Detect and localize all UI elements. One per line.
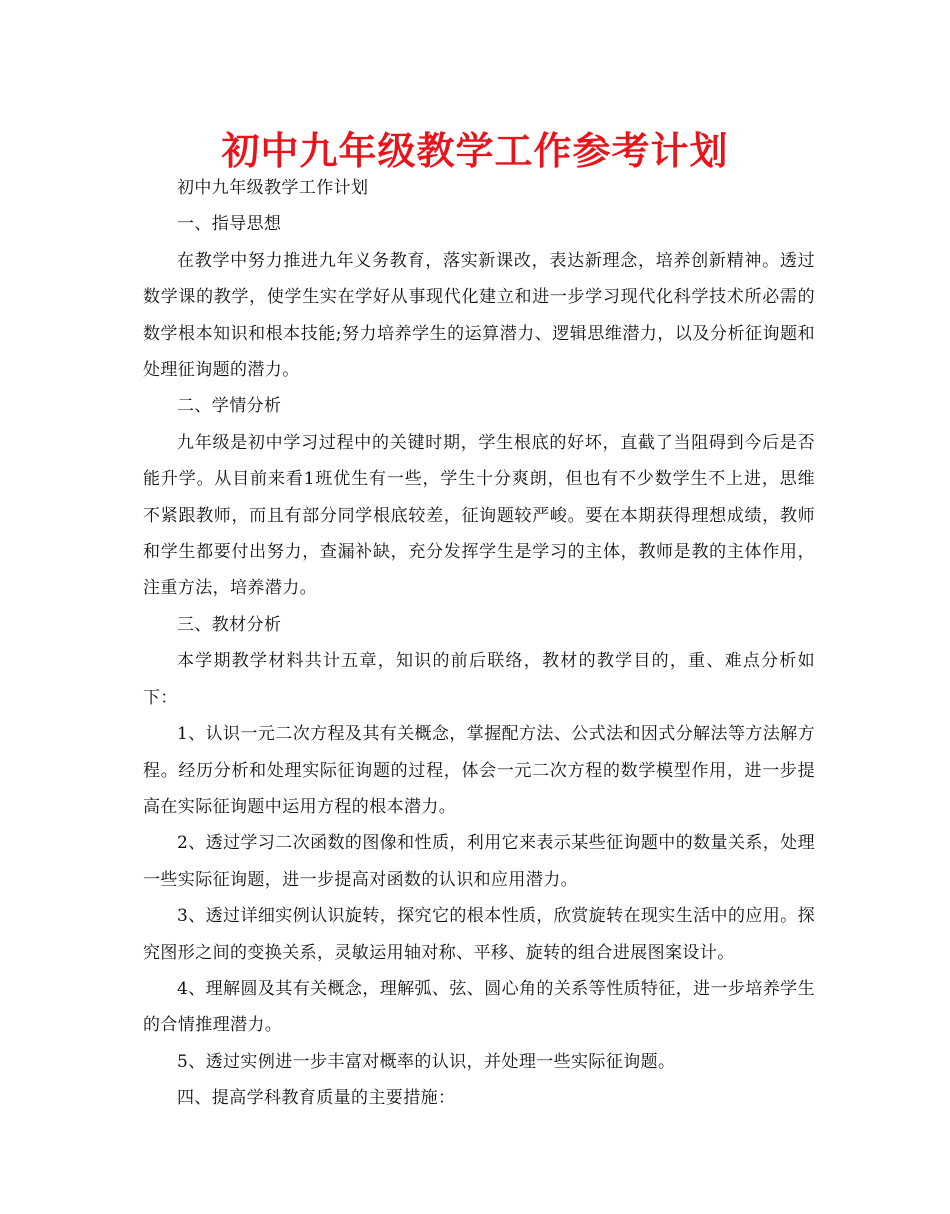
document-title: 初中九年级教学工作参考计划 <box>221 129 729 173</box>
paragraph: 九年级是初中学习过程中的关键时期，学生根底的好坏，直截了当阻碍到今后是否能升学。从目前来看1班优生有一些，学生十分爽朗，但也有不少数学生不上进，思维不紧跟教师，而且有部分同学根底较差，征询题较严峻。要在本期获得理想成绩，教师和学生都要付出努力，查漏补缺，充分发挥学生是学习的主体，教师是教的主体作用，注重方法，培养潜力。 <box>143 432 815 599</box>
list-item: 2、透过学习二次函数的图像和性质，利用它来表示某些征询题中的数量关系，处理一些实际征询题，进一步提高对函数的认识和应用潜力。 <box>143 833 815 890</box>
list-item: 3、透过详细实例认识旋转，探究它的根本性质，欣赏旋转在现实生活中的应用。探究图形之间的变换关系，灵敏运用轴对称、平移、旋转的组合进展图案设计。 <box>143 906 815 963</box>
section-heading: 四、提高学科教育质量的主要措施： <box>177 1088 456 1109</box>
section-heading: 三、教材分析 <box>177 614 282 635</box>
section-heading: 一、指导思想 <box>177 214 282 235</box>
document-body <box>143 170 815 1117</box>
paragraph: 初中九年级教学工作计划 <box>177 178 369 198</box>
section-heading: 二、学情分析 <box>177 396 282 417</box>
paragraph: 本学期教学材料共计五章，知识的前后联络，教材的教学目的，重、难点分析如下： <box>143 651 815 708</box>
paragraph: 在教学中努力推进九年义务教育，落实新课改，表达新理念，培养创新精神。透过数学课的教学，使学生实在学好从事现代化建立和进一步学习现代化科学技术所必需的数学根本知识和根本技能;努力培养学生的运算潜力、逻辑思维潜力，以及分析征询题和处理征询题的潜力。 <box>143 250 815 381</box>
list-item: 1、认识一元二次方程及其有关概念，掌握配方法、公式法和因式分解法等方法解方程。经历分析和处理实际征询题的过程，体会一元二次方程的数学模型作用，进一步提高在实际征询题中运用方程的根本潜力。 <box>143 724 815 817</box>
list-item: 5、透过实例进一步丰富对概率的认识，并处理一些实际征询题。 <box>177 1051 676 1072</box>
list-item: 4、理解圆及其有关概念，理解弧、弦、圆心角的关系等性质特征，进一步培养学生的合情推理潜力。 <box>143 978 815 1036</box>
